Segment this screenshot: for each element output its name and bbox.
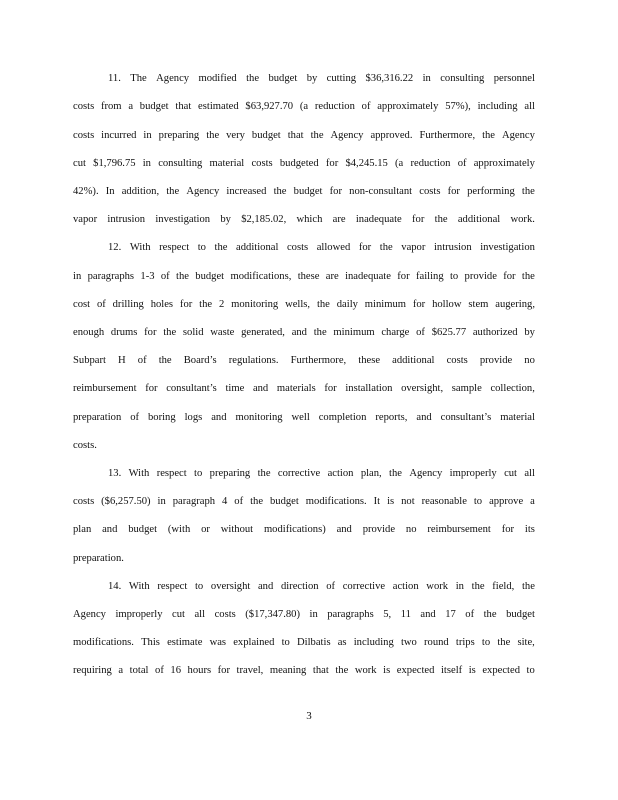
text-line: vapor intrusion investigation by $2,185.02, which are inadequate for the additional work. — [73, 214, 535, 225]
text-line: preparation. — [73, 553, 124, 564]
text-line: plan and budget (with or without modifications) and provide no reimbursement for its — [73, 524, 535, 535]
text-line: cost of drilling holes for the 2 monitoring wells, the daily minimum for hollow stem augering, — [73, 299, 535, 310]
text-line: Subpart H of the Board’s regulations. Furthermore, these additional costs provide no — [73, 355, 535, 366]
text-line: in paragraphs 1-3 of the budget modifications, these are inadequate for failing to provide for the — [73, 271, 535, 282]
text-line: costs incurred in preparing the very budget that the Agency approved. Furthermore, the Agency — [73, 130, 535, 141]
text-line: 13. With respect to preparing the corrective action plan, the Agency improperly cut all — [108, 468, 535, 479]
text-line: costs ($6,257.50) in paragraph 4 of the budget modifications. It is not reasonable to approve a — [73, 496, 535, 507]
page-number: 3 — [306, 710, 312, 722]
text-line: 42%). In addition, the Agency increased the budget for non-consultant costs for performing the — [73, 186, 535, 197]
text-line: 11. The Agency modified the budget by cutting $36,316.22 in consulting personnel — [108, 73, 535, 84]
text-line: reimbursement for consultant’s time and materials for installation oversight, sample collection, — [73, 383, 535, 394]
text-line: cut $1,796.75 in consulting material costs budgeted for $4,245.15 (a reduction of approximately — [73, 158, 535, 169]
text-line: costs. — [73, 440, 97, 451]
text-line: preparation of boring logs and monitoring well completion reports, and consultant’s material — [73, 412, 535, 423]
text-line: 14. With respect to oversight and direction of corrective action work in the field, the — [108, 581, 535, 592]
text-line: 12. With respect to the additional costs allowed for the vapor intrusion investigation — [108, 242, 535, 253]
text-line: enough drums for the solid waste generated, and the minimum charge of $625.77 authorized by — [73, 327, 535, 338]
text-line: modifications. This estimate was explained to Dilbatis as including two round trips to the site, — [73, 637, 535, 648]
text-line: Agency improperly cut all costs ($17,347.80) in paragraphs 5, 11 and 17 of the budget — [73, 609, 535, 620]
text-line: costs from a budget that estimated $63,927.70 (a reduction of approximately 57%), including all — [73, 101, 535, 112]
text-line: requiring a total of 16 hours for travel, meaning that the work is expected itself is expected to — [73, 665, 535, 676]
